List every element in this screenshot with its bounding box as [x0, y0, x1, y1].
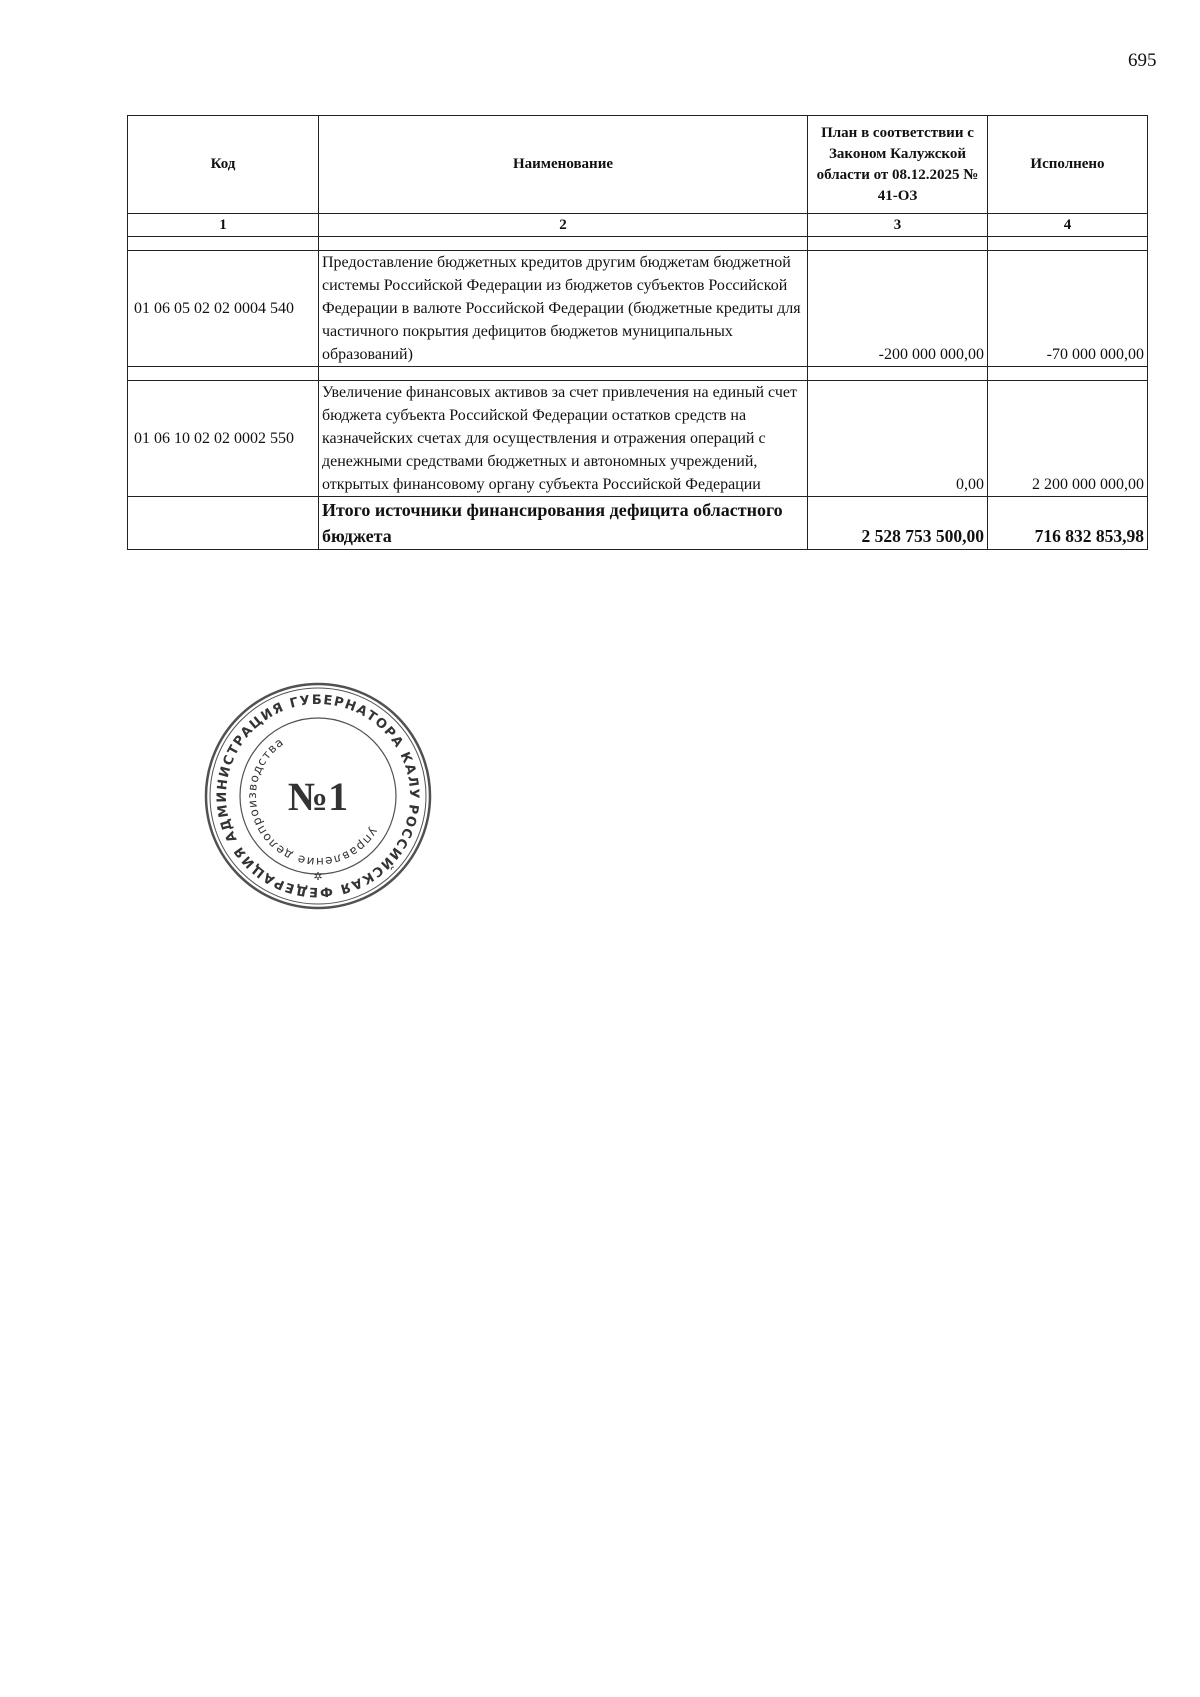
header-name: Наименование — [319, 116, 808, 214]
header-code: Код — [128, 116, 319, 214]
spacer-row — [128, 237, 1148, 251]
svg-text:№1: №1 — [287, 774, 349, 819]
spacer-row — [128, 367, 1148, 381]
row-code: 01 06 10 02 02 0002 550 — [128, 381, 319, 497]
column-number: 3 — [808, 214, 988, 237]
total-row — [128, 497, 1148, 550]
seal-graphic — [202, 680, 434, 912]
svg-text:РОССИЙСКАЯ ФЕДЕРАЦИЯ АДМИНИСТР: РОССИЙСКАЯ ФЕДЕРАЦИЯ АДМИНИСТРАЦИЯ ГУБЕРНАТОРА КАЛУЖСКОЙ — [214, 692, 422, 900]
svg-text:✲: ✲ — [313, 870, 323, 883]
header-plan: План в соответствии с Законом Калужской области от 08.12.2025 № 41-ОЗ — [808, 116, 988, 214]
header-executed: Исполнено — [988, 116, 1148, 214]
total-code — [128, 497, 319, 550]
table-row — [128, 381, 1148, 497]
table-header-row — [128, 116, 1148, 214]
budget-sources-table — [127, 115, 1148, 550]
row-name: Предоставление бюджетных кредитов другим бюджетам бюджетной системы Российской Федерации из бюджетов субъектов Российской Федерации в валюте Российской Федерации (бюджетные кредиты для частичного покрытия дефицитов бюджетов муниципальных образований) — [319, 251, 808, 367]
column-number: 2 — [319, 214, 808, 237]
column-number: 1 — [128, 214, 319, 237]
total-executed: 716 832 853,98 — [988, 497, 1148, 550]
column-number-row — [128, 214, 1148, 237]
table-row — [128, 251, 1148, 367]
svg-text:управление делопроизводства: управление делопроизводства — [244, 734, 382, 870]
row-executed: 2 200 000 000,00 — [988, 381, 1148, 497]
row-plan: -200 000 000,00 — [808, 251, 988, 367]
row-executed: -70 000 000,00 — [988, 251, 1148, 367]
page-number: 695 — [1128, 50, 1157, 71]
total-name: Итого источники финансирования дефицита областного бюджета — [319, 497, 808, 550]
row-code: 01 06 05 02 02 0004 540 — [128, 251, 319, 367]
official-seal-stamp — [202, 680, 434, 912]
column-number: 4 — [988, 214, 1148, 237]
total-plan: 2 528 753 500,00 — [808, 497, 988, 550]
row-plan: 0,00 — [808, 381, 988, 497]
row-name: Увеличение финансовых активов за счет привлечения на единый счет бюджета субъекта Российской Федерации остатков средств на казначейских счетах для осуществления и отражения операций с денежными средствами бюджетных и автономных учреждений, открытых финансовому органу субъекта Российской Федерации — [319, 381, 808, 497]
